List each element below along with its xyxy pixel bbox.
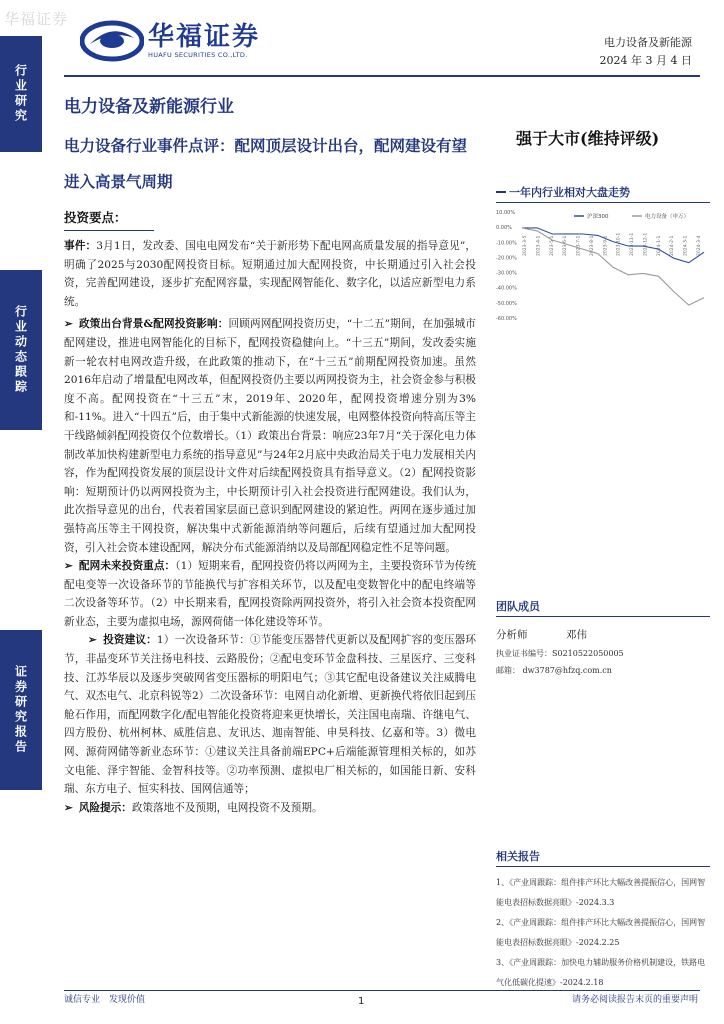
event-text: 3月1日，发改委、国电电网发布“关于新形势下配电网高质量发展的指导意见”，明确了2025与2030配网投资目标。短期通过加大配网投资，中长期通过引入社会投资，完善配网建设，逐步扩充配网容量，实现配网智能化、数字化，以适应新型电力系统。 — [64, 240, 477, 308]
x-tick-label: 2023-5-1 — [549, 235, 555, 256]
industry-name: 电力设备及新能源行业 — [64, 97, 234, 117]
logo-cn-text: 华福证券 — [148, 22, 261, 52]
legend-label: 沪深300 — [587, 214, 609, 220]
report-body — [64, 208, 476, 817]
team-block — [496, 598, 710, 676]
analyst-name: 邓伟 — [566, 629, 587, 641]
team-heading: 团队成员 — [496, 598, 710, 617]
policy-background-paragraph — [64, 315, 476, 557]
arrow-bullet-icon: ➢ — [64, 560, 73, 573]
event-label: 事件： — [64, 240, 97, 252]
header-info — [600, 34, 692, 70]
heading-bar-icon — [496, 191, 506, 193]
arrow-bullet-icon: ➢ — [64, 318, 73, 331]
arrow-bullet-icon: ➢ — [88, 634, 97, 647]
y-tick-label: -20.00% — [496, 255, 517, 262]
footer-divider — [64, 990, 700, 991]
analyst-role: 分析师 — [496, 629, 528, 641]
y-tick-label: -50.00% — [496, 300, 517, 307]
investment-advice-text: 1）一次设备环节：①节能变压器替代更新以及配网扩容的变压器环节，非晶变环节关注扬电科技、云路股份；②配电变环节金盘科技、三星医疗、三变科技、江苏华辰以及逐步突破网省变压器标的明阳电气；③其它配电设备建议关注威腾电气、双杰电气、北京科锐等2）二次设备环节：电网自动化新增、更新换代将依旧起到压舱石作用，而配网数字化/配电智能化投资将迎来更快增长，关注国电南瑞、许继电气、四方股份、杭州柯林、威胜信息、友讯达、迦南智能、申昊科技、亿嘉和等。3）微电网、源荷网储等新业态环节：①建议关注具备前端EPC+后端能源管理相关标的，如苏文电能、泽宇智能、金智科技等。②功率预测、虚拟电厂相关标的，如国能日新、安科瑞、东方电子、恒实科技、国网信通等； — [64, 634, 476, 796]
side-tag-industry-research: 行业研究 — [0, 36, 42, 152]
footer-slogan: 诚信专业 发现价值 — [64, 995, 146, 1005]
logo-en-text: HUAFU SECURITIES CO.,LTD. — [148, 51, 248, 59]
logo-swirl-icon — [80, 20, 144, 62]
y-tick-label: -10.00% — [496, 240, 517, 247]
chart-heading-block — [496, 184, 710, 203]
y-tick-label: -40.00% — [496, 285, 517, 292]
future-investment-text: （1）短期来看，配网投资仍将以两网为主，主要投资环节为传统配电变等一次设备环节的节能换代与扩容相关环节，以及配电变数智化中的配电终端等二次设备等环节。（2）中长期来看，配网投资除两网投资外，将引入社会资本投资配网新业态，主要为虚拟电场，源网荷储一体化建设等环节。 — [64, 560, 477, 628]
related-reports-block — [496, 848, 710, 993]
analyst-license: 执业证书编号：S0210522050005 — [496, 649, 624, 658]
risk-text: 政策落地不及预期，电网投资不及预期。 — [131, 801, 323, 814]
x-tick-label: 2024-2-1 — [670, 235, 676, 256]
legend-label: 电力设备（申万） — [645, 214, 690, 220]
arrow-bullet-icon: ➢ — [64, 801, 73, 814]
watermark: 华福证券 — [4, 10, 69, 28]
header-divider — [64, 75, 700, 77]
y-tick-label: -30.00% — [496, 270, 517, 277]
policy-text: 回顾两网配网投资历史，“十二五”期间，在加强城市配网建设，推进电网智能化的目标下，配网投资稳健向上。“十三五”期间，发改委实施新一轮农村电网改造升级，在此政策的推动下，在“十三五”前期配网投资加速。虽然2016年启动了增量配电网改革，但配网投资仍主要以两网投资为主，社会资金参与积极度不高。配网投资在“十三五”末，2019年、2020年，配网投资增速分别为3%和-11%。进入“十四五”后，由于集中式新能源的快速发展，电网整体投资向特高压等主干线路倾斜配网投资仅个位数增长。（1）政策出台背景：响应23年7月“关于深化电力体制改革加快构建新型电力系统的指导意见”与24年2月底中央政治局关于电力发展相关内容，作为配网投资发展的顶层设计文件对后续配网投资具有指导意义。（2）配网投资影响：短期预计仍以两网投资为主，中长期预计引入社会投资进行配网建设。我们认为，此次指导意见的出台，代表着国家层面已意识到配网建设的紧迫性。两网在逐步通过加强特高压等主干网投资，解决集中式新能源消纳等问题后，后续有望通过加大配网投资，引入社会资本建设配网，解决分布式能源消纳以及局部配网稳定性不足等问题。 — [64, 318, 476, 554]
x-tick-label: 2023-9-1 — [603, 235, 609, 256]
x-tick-label: 2023-7-1 — [576, 235, 582, 256]
x-tick-label: 2023-3-5 — [523, 235, 528, 256]
chart-heading: 一年内行业相对大盘走势 — [509, 186, 630, 199]
x-tick-label: 2023-8-1 — [589, 235, 595, 256]
header-category: 电力设备及新能源 — [604, 36, 692, 49]
x-tick-label: 2024-1-1 — [656, 235, 662, 256]
y-tick-label: -60.00% — [496, 316, 517, 322]
page-number: 1 — [358, 996, 365, 1007]
policy-label: 政策出台背景&配网投资影响： — [78, 318, 229, 331]
event-paragraph — [64, 237, 476, 311]
risk-label: 风险提示： — [78, 801, 132, 814]
x-tick-label: 2023-6-1 — [563, 235, 569, 256]
key-points-heading: 投资要点： — [64, 208, 154, 231]
x-tick-label: 2023-12-1 — [643, 232, 649, 256]
report-link-2[interactable]: 2、《产业周跟踪：组件排产环比大幅改善提振信心，国网智能电表招标数据亮眼》-2024.2.25 — [496, 918, 706, 947]
company-logo — [80, 20, 260, 62]
header-date: 2024 年 3 月 4 日 — [599, 54, 692, 67]
side-tag-industry-tracking: 行业动态跟踪 — [0, 270, 42, 430]
side-tag-securities-report: 证券研究报告 — [0, 630, 42, 790]
x-tick-label: 2023-10-1 — [616, 232, 622, 256]
relative-performance-chart — [496, 206, 710, 324]
rating-label: 强于大市(维持评级) — [516, 129, 660, 148]
report-link-1[interactable]: 1、《产业周跟踪：组件排产环比大幅改善提振信心，国网智能电表招标数据亮眼》-2024.3.3 — [496, 878, 706, 907]
x-tick-label: 2024-3-1 — [683, 235, 689, 256]
investment-advice-label: 投资建议： — [102, 634, 157, 647]
future-investment-label: 配网未来投资重点： — [78, 560, 176, 573]
x-tick-label: 2023-4-1 — [536, 235, 542, 256]
analyst-email: 邮箱： dw3787@hfzq.com.cn — [496, 666, 612, 675]
x-tick-label: 2024-3-4 — [697, 235, 702, 256]
report-title: 电力设备行业事件点评：配网顶层设计出台，配网建设有望进入高景气周期 — [64, 136, 468, 191]
report-link-3[interactable]: 3、《产业周跟踪：加快电力辅助服务价格机制建设，铁路电气化低碳化提速》-2024.2.18 — [496, 958, 706, 987]
y-tick-label: 0.00% — [496, 225, 512, 232]
y-tick-label: 10.00% — [496, 210, 516, 216]
investment-advice-paragraph — [64, 631, 476, 798]
footer-disclaimer: 请务必阅读报告末页的重要声明 — [571, 995, 698, 1005]
x-tick-label: 2023-11-1 — [630, 232, 636, 256]
reports-heading: 相关报告 — [496, 848, 710, 867]
future-investment-paragraph — [64, 557, 476, 631]
risk-paragraph — [64, 799, 476, 818]
